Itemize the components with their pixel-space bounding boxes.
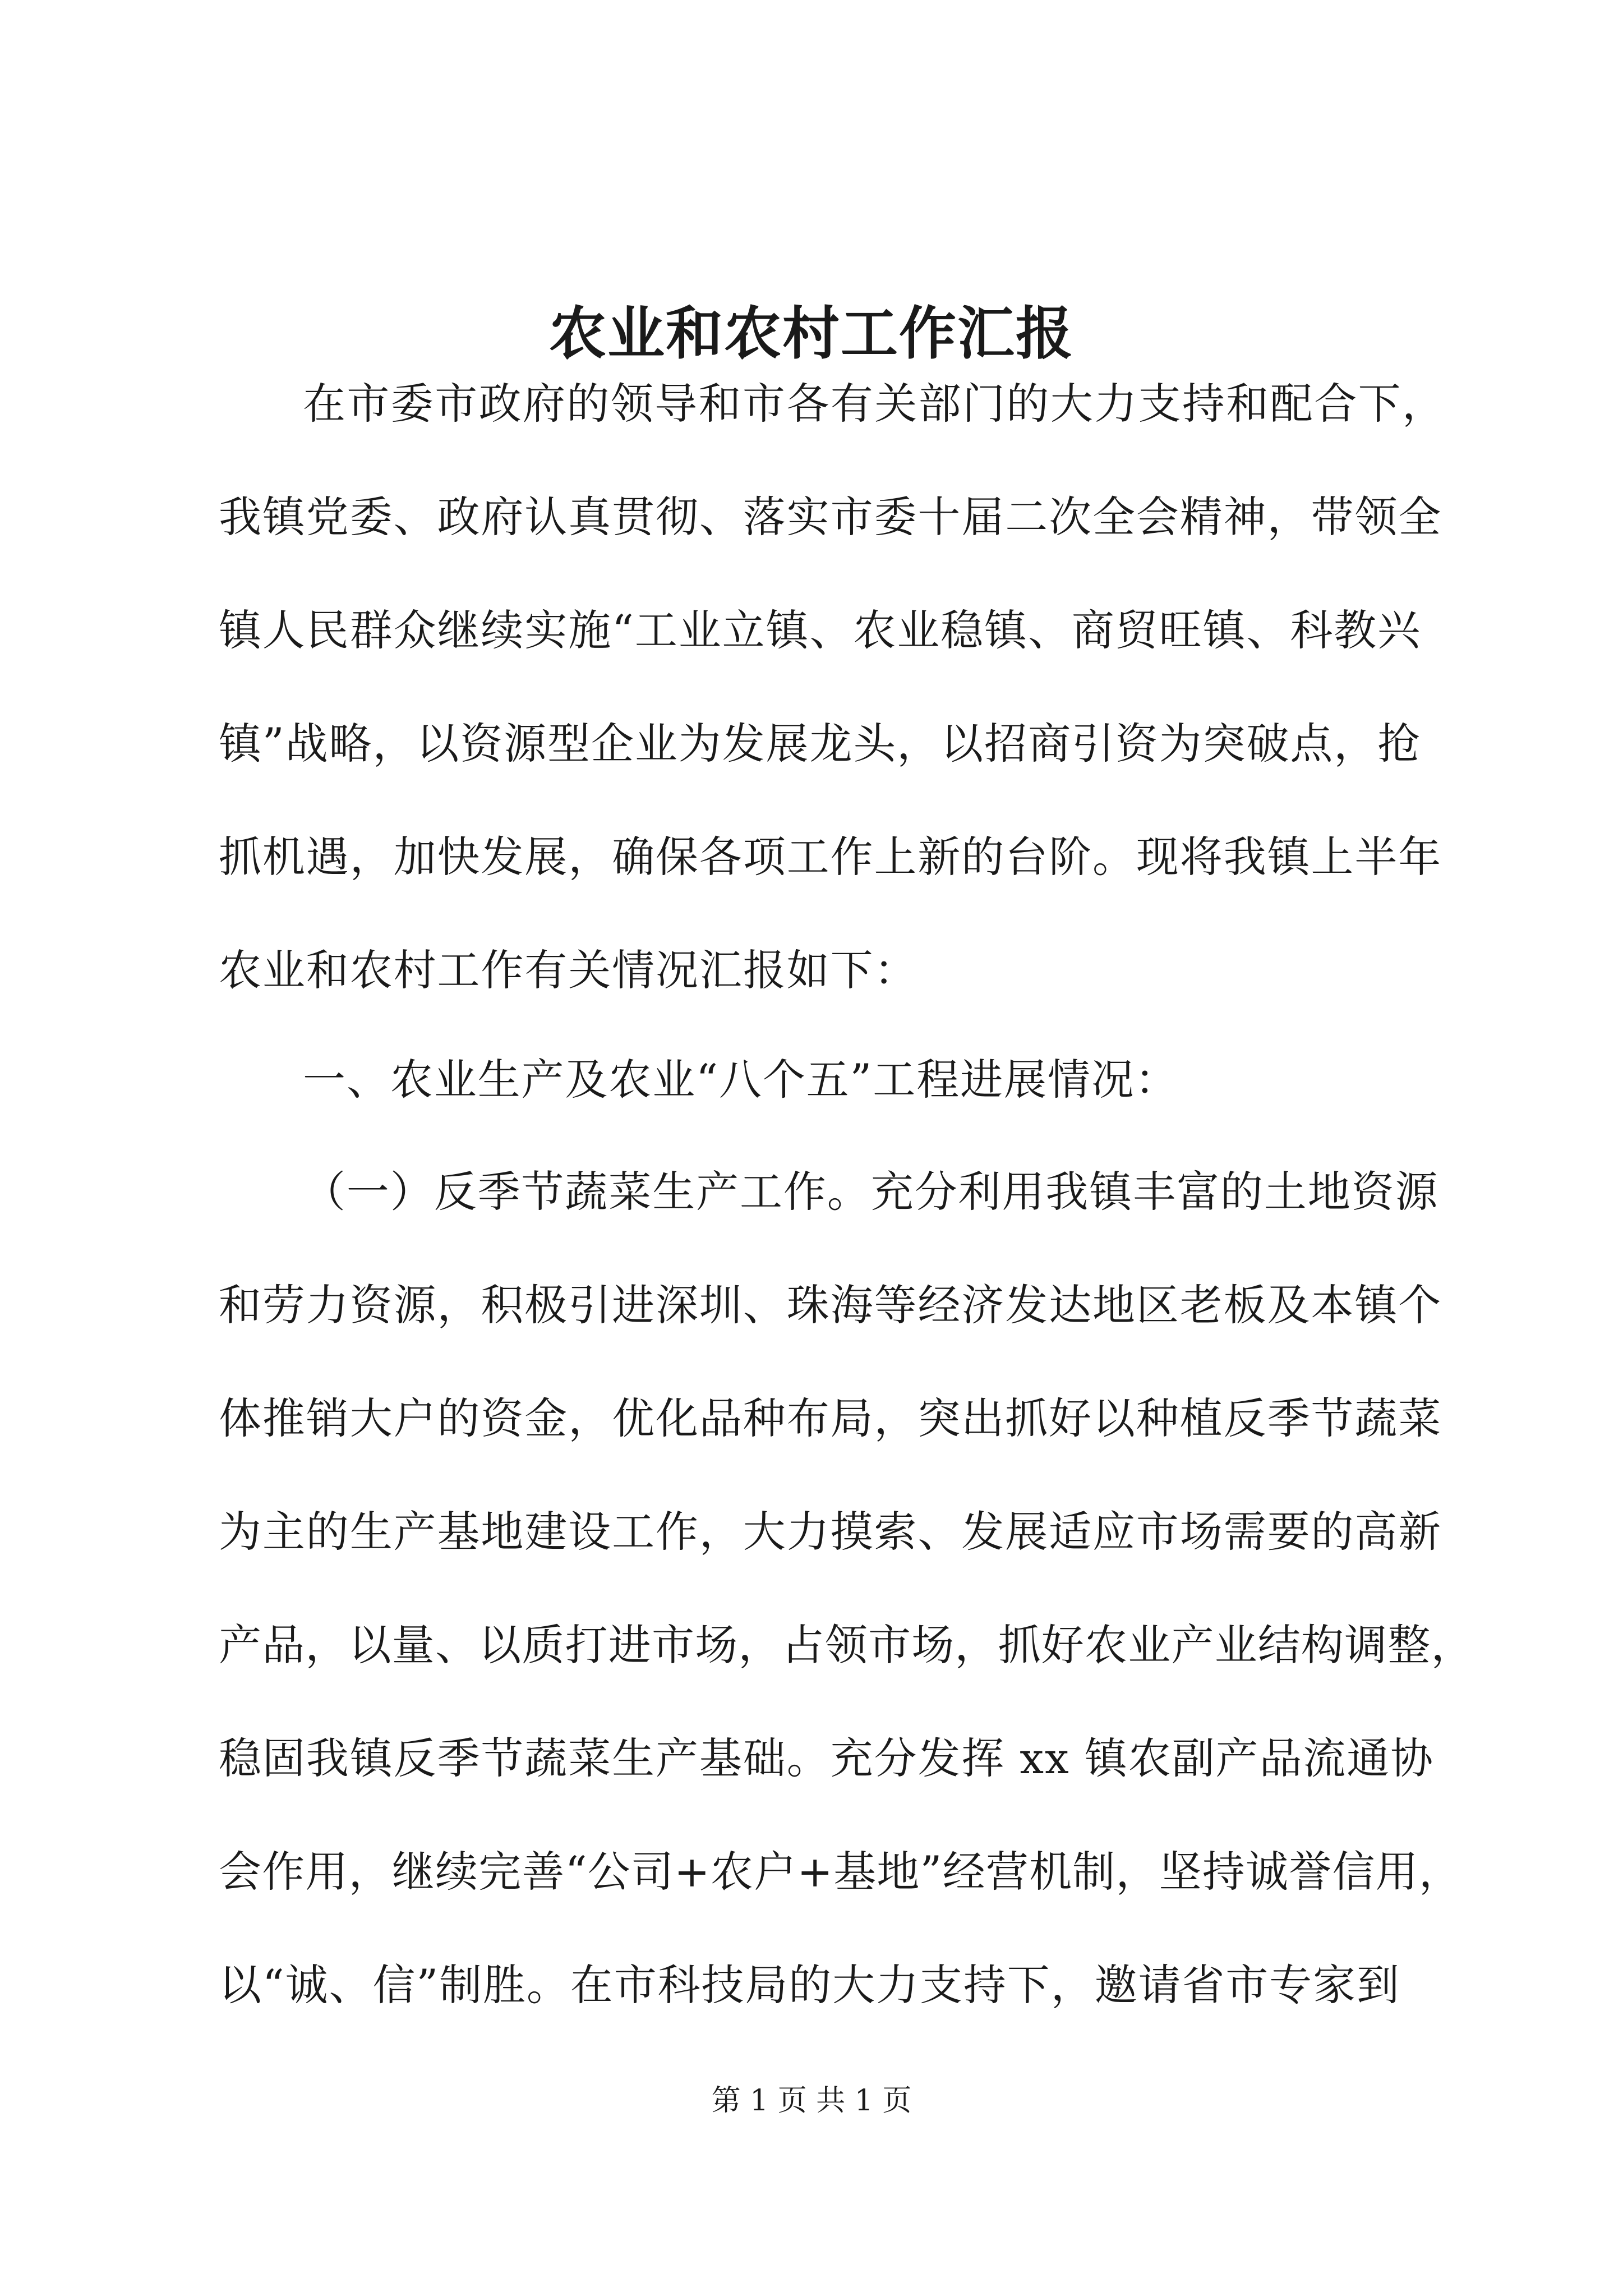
paragraph-line: 镇人民群众继续实施“工业立镇、农业稳镇、商贸旺镇、科教兴 — [219, 605, 1422, 655]
paragraph-line: 镇”战略，以资源型企业为发展龙头，以招商引资为突破点，抢 — [219, 719, 1422, 769]
paragraph-line: 农业和农村工作有关情况汇报如下： — [219, 945, 918, 995]
paragraph-line: 为主的生产基地建设工作，大力摸索、发展适应市场需要的高新 — [219, 1507, 1442, 1557]
paragraph-line: 在市委市政府的领导和市各有关部门的大力支持和配合下， — [303, 379, 1446, 429]
section-heading: 一、农业生产及农业“八个五”工程进展情况： — [303, 1055, 1179, 1105]
paragraph-line: 我镇党委、政府认真贯彻、落实市委十届二次全会精神，带领全 — [219, 492, 1442, 542]
document-title: 农业和农村工作汇报 — [549, 300, 1074, 367]
paragraph-line: 会作用，继续完善“公司+农户+基地”经营机制，坚持诚誉信用， — [219, 1847, 1463, 1897]
paragraph-line: 和劳力资源，积极引进深圳、珠海等经济发达地区老板及本镇个 — [219, 1280, 1442, 1330]
paragraph-line: 稳固我镇反季节蔬菜生产基础。充分发挥 xx 镇农副产品流通协 — [219, 1733, 1435, 1783]
paragraph-line: 体推销大户的资金，优化品种布局，突出抓好以种植反季节蔬菜 — [219, 1393, 1442, 1443]
paragraph-line: 以“诚、信”制胜。在市科技局的大力支持下，邀请省市专家到 — [219, 1960, 1400, 2010]
paragraph-line: 产品，以量、以质打进市场，占领市场，抓好农业产业结构调整， — [219, 1620, 1474, 1670]
paragraph-line: 抓机遇，加快发展，确保各项工作上新的台阶。现将我镇上半年 — [219, 832, 1442, 882]
paragraph-line: （一）反季节蔬菜生产工作。充分利用我镇丰富的土地资源 — [303, 1167, 1439, 1217]
page-footer: 第 1 页 共 1 页 — [711, 2084, 912, 2118]
